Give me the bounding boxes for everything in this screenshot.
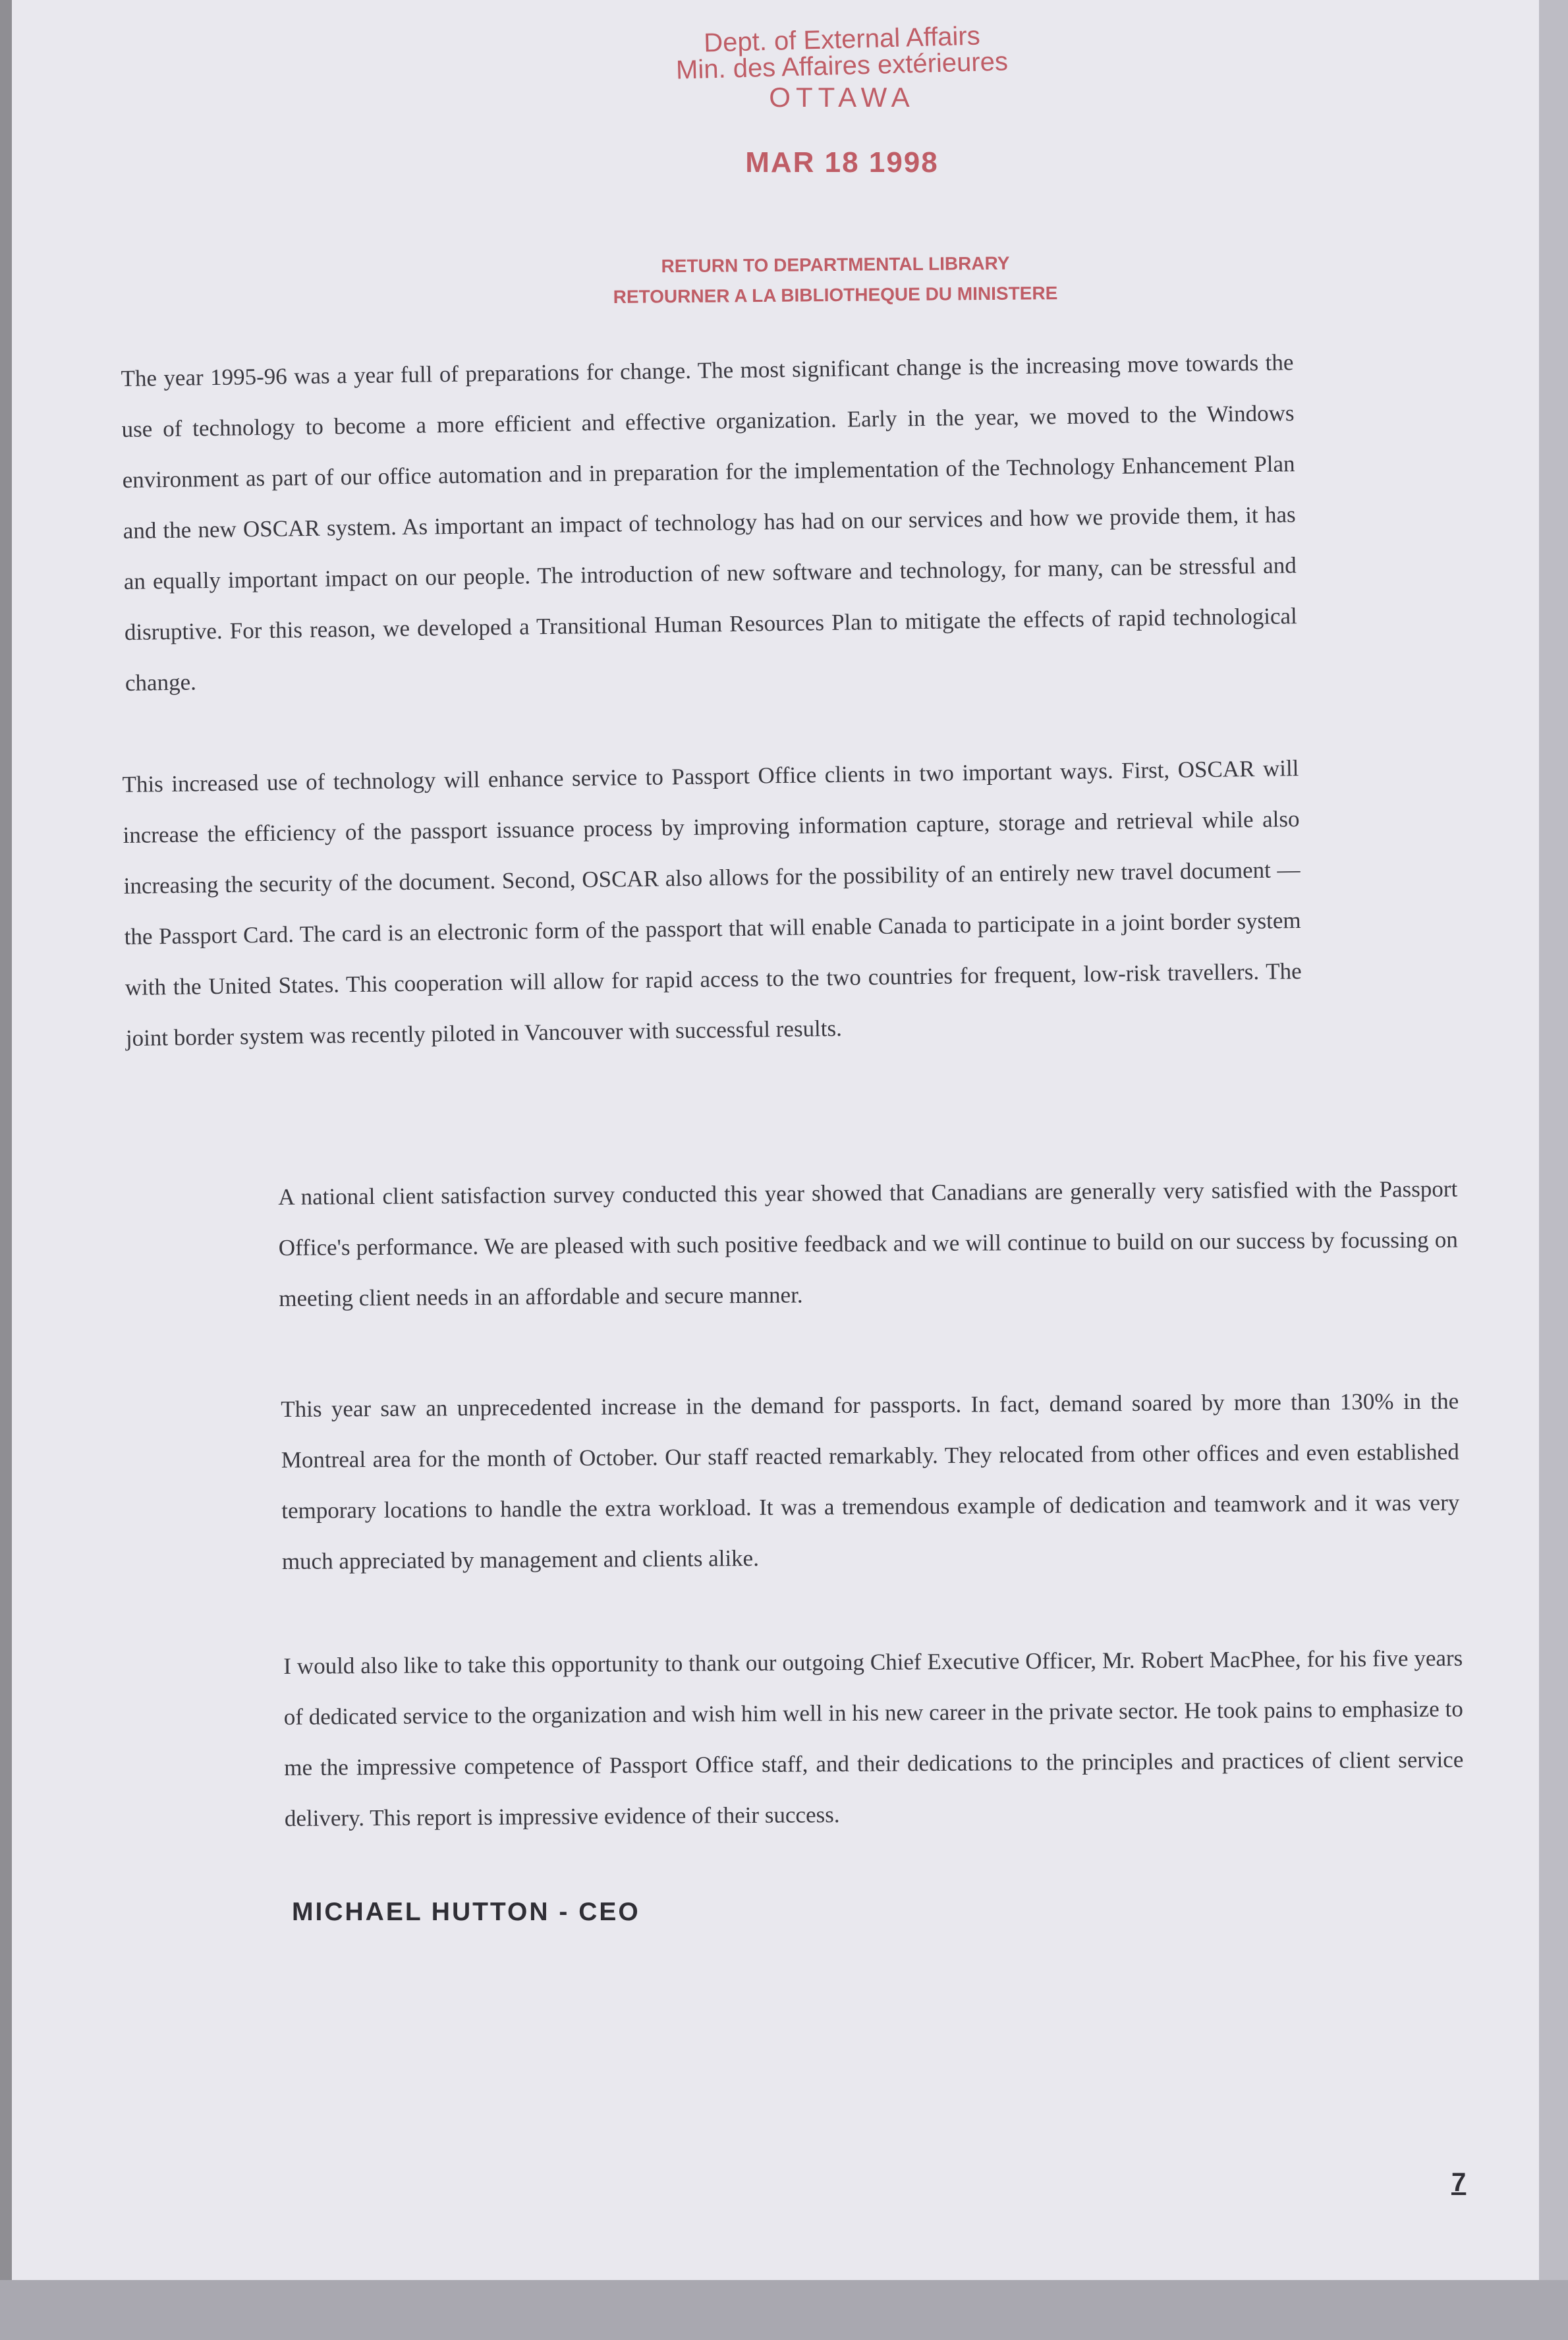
received-stamp-line-3: OTTAWA bbox=[769, 82, 915, 113]
received-stamp-line-2: Min. des Affaires extérieures bbox=[675, 47, 1009, 85]
library-return-stamp-line-2: RETOURNER A LA BIBLIOTHEQUE DU MINISTERE bbox=[613, 283, 1058, 307]
body-paragraph-demand: This year saw an unprecedented increase in the demand for passports. In fact, demand soared by more than 130% in the Montreal area for the month of October. Our staff reacted remarkably. They relocated from other offices and even established temporary locations to handle the extra workload. It was a tremendous example of dedication and teamwork and it was very much appreciated by management and clients alike. bbox=[281, 1388, 1460, 1574]
scan-edge-right bbox=[1539, 0, 1568, 2340]
page-number: 7 bbox=[1451, 2168, 1467, 2197]
body-paragraph-oscar: This increased use of technology will enhance service to Passport Office clients in two important ways. First, OSCAR will increase the efficiency of the passport issuance process by improving information capture, storage and retrieval while also increasing the security of the document. Second, OSCAR also allows for the possibility of an entirely new travel document — the Passport Card. The card is an electronic form of the passport that will enable Canada to participate in a joint border system with the United States. This cooperation will allow for rapid access to the two countries for frequent, low-risk travellers. The joint border system was recently piloted in Vancouver with successful results. bbox=[122, 755, 1302, 1051]
library-return-stamp-line-1: RETURN TO DEPARTMENTAL LIBRARY bbox=[661, 252, 1010, 277]
received-stamp-line-1: Dept. of External Affairs bbox=[703, 21, 981, 58]
body-paragraph-thanks: I would also like to take this opportunity to thank our outgoing Chief Executive Officer, Mr. Robert MacPhee, for his five years of dedicated service to the organization and wish him well in his new career in the private sector. He took pains to emphasize to me the impressive competence of Passport Office staff, and their dedications to the principles and practices of client service delivery. This report is impressive evidence of their success. bbox=[283, 1645, 1464, 1831]
signature-line: MICHAEL HUTTON - CEO bbox=[292, 1898, 640, 1926]
body-paragraph-survey: A national client satisfaction survey conducted this year showed that Canadians are generally very satisfied with the Passport Office's performance. We are pleased with such positive feedback and we will continue to build on our success by focussing on meeting client needs in an affordable and secure manner. bbox=[278, 1176, 1458, 1311]
document-page bbox=[12, 0, 1539, 2280]
body-paragraph-technology: The year 1995-96 was a year full of preparations for change. The most significant change is the increasing move towards the use of technology to become a more efficient and effective organization. Early in the year, we moved to the Windows environment as part of our office automation and in preparation for the implementation of the Technology Enhancement Plan and the new OSCAR system. As important an impact of technology has had on our services and how we provide them, it has an equally important impact on our people. The introduction of new software and technology, for many, can be stressful and disruptive. For this reason, we developed a Transitional Human Resources Plan to mitigate the effects of rapid technological change. bbox=[121, 349, 1298, 696]
received-stamp-date: MAR 18 1998 bbox=[745, 146, 939, 179]
scan-edge-bottom bbox=[0, 2280, 1568, 2340]
